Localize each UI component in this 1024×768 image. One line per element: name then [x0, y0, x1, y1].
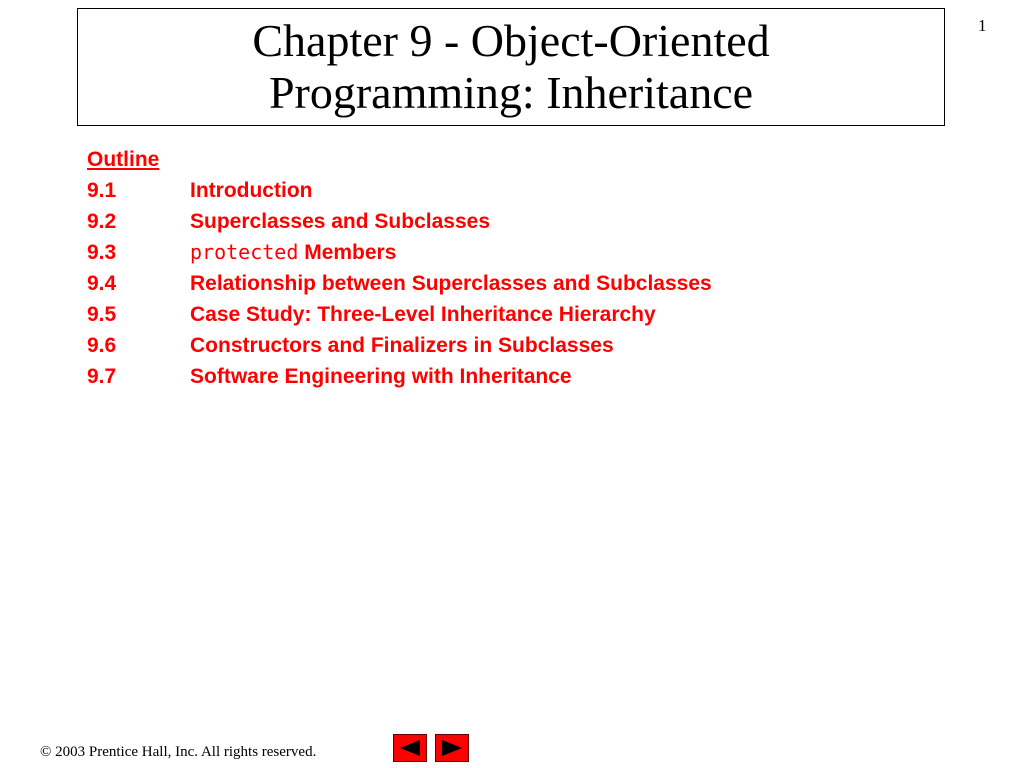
outline-item [87, 237, 712, 268]
right-arrow-icon [440, 739, 464, 757]
outline-item-number: 9.1 [87, 179, 117, 202]
outline-item-text: Relationship between Superclasses and Subclasses [190, 272, 712, 295]
outline-item-text: Software Engineering with Inheritance [190, 365, 572, 388]
outline-item-text: Superclasses and Subclasses [190, 210, 490, 233]
left-arrow-icon [398, 739, 422, 757]
outline-item [87, 361, 712, 392]
copyright-footer: © 2003 Prentice Hall, Inc. All rights reserved. [40, 744, 317, 760]
outline-item-number: 9.6 [87, 334, 117, 357]
outline-item-text: Case Study: Three-Level Inheritance Hierarchy [190, 303, 656, 326]
outline-item-number: 9.3 [87, 241, 117, 264]
title-line-1: Chapter 9 - Object-Oriented [252, 15, 770, 66]
outline-item-number: 9.2 [87, 210, 117, 233]
page-number: 1 [978, 16, 987, 35]
outline-item-number: 9.7 [87, 365, 117, 388]
outline-item [87, 268, 712, 299]
outline-item-suffix: Members [298, 241, 397, 264]
next-slide-button[interactable] [435, 734, 469, 762]
outline-item [87, 299, 712, 330]
title-line-2: Programming: Inheritance [268, 67, 754, 118]
outline-heading: Outline [87, 148, 160, 171]
outline-item-text [190, 237, 396, 268]
previous-slide-button[interactable] [393, 734, 427, 762]
outline-item-number: 9.4 [87, 272, 117, 295]
outline-item [87, 206, 712, 237]
outline-item-text: Constructors and Finalizers in Subclasses [190, 334, 614, 357]
outline-item-code: protected [190, 240, 299, 264]
outline-item [87, 330, 712, 361]
outline-item [87, 175, 712, 206]
outline-item-number: 9.5 [87, 303, 117, 326]
outline-item-text: Introduction [190, 179, 313, 202]
title-box [77, 8, 945, 126]
outline [87, 144, 712, 392]
